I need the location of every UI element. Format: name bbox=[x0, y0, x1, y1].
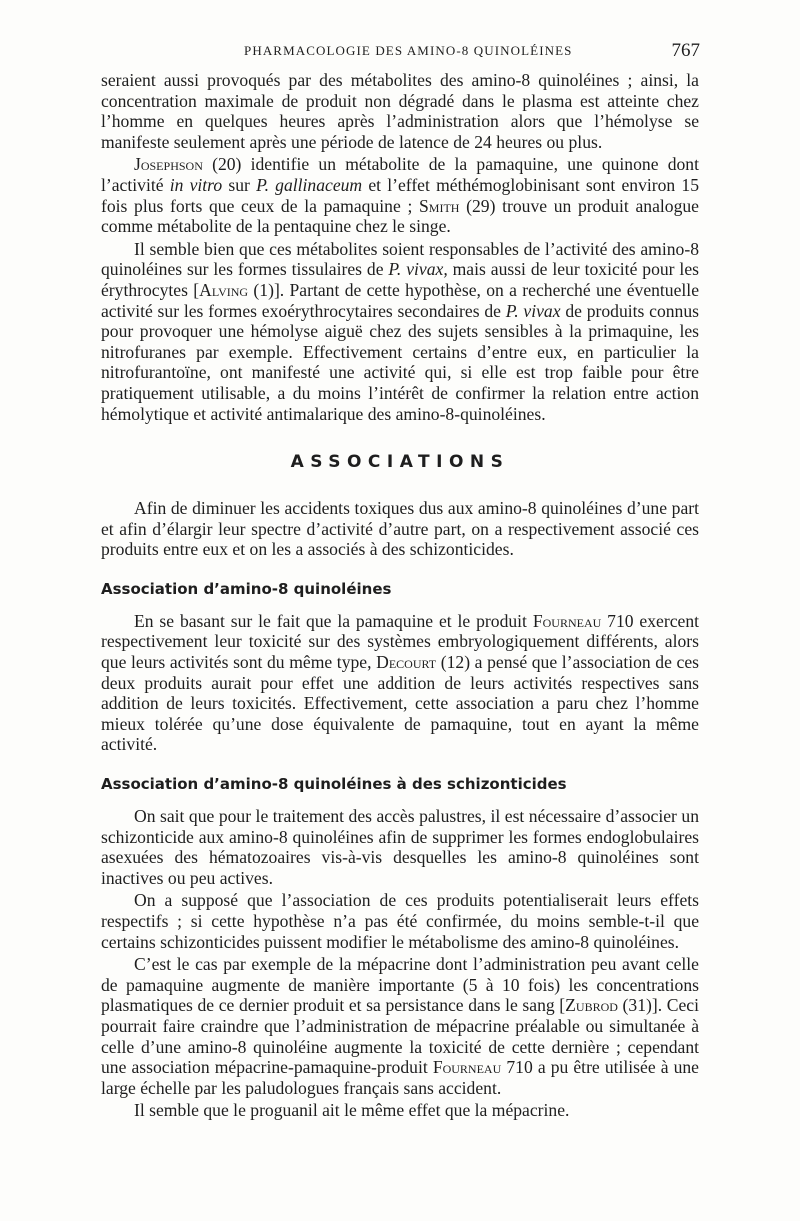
paragraph-metabolites-responsible bbox=[101, 239, 699, 424]
text-run: (20) identifie un métabolite de la pamaquine, une quinone dont l’activité bbox=[101, 154, 699, 195]
article-body bbox=[101, 70, 699, 1123]
author-citation: Fourneau bbox=[432, 1057, 502, 1078]
text-run: Il semble bien que ces métabolites soient responsables de l’activité des amino-8 quinoléines sur les formes tissulaires de bbox=[101, 238, 699, 280]
italic-species: P. vivax bbox=[505, 300, 561, 321]
text-run: mais aussi de leur toxicité pour les érythrocytes [ bbox=[101, 259, 699, 300]
paragraph-associations-intro: Afin de diminuer les accidents toxiques dus aux amino-8 quinoléines d’une part et afin d’élargir leur spectre d’activité d’autre part, on a respectivement associé ces produits entre eux et on les a associés à des schizonticides. bbox=[101, 498, 699, 560]
text-run: C’est le cas par exemple de la mépacrine dont l’administration peu avant celle de pamaquine augmente de manière importante (5 à 10 fois) les concentrations plasmatiques de ce dernier produit et sa persistance dans le sang [ bbox=[101, 954, 699, 1016]
paragraph-schizonticide-treatment: On sait que pour le traitement des accès palustres, il est nécessaire d’associer un schizonticide aux amino-8 quinoléines afin de supprimer les formes endoglobulaires asexuées des hématozoaires vis-à-vis desquelles les amino-8 quinoléines sont inactives ou peu actives. bbox=[101, 806, 699, 888]
author-citation: Zubrod bbox=[565, 995, 618, 1016]
running-header bbox=[0, 40, 800, 64]
italic-species: P. vivax, bbox=[388, 259, 448, 280]
text-run: sur bbox=[222, 174, 257, 195]
author-citation: Josephson bbox=[134, 154, 203, 175]
paragraph-fourneau-710 bbox=[101, 611, 699, 755]
text-run: (12) a pensé que l’association de ces deux produits aurait pour effet une addition de leurs activités respectives sans addition de leurs toxicités. Effectivement, cette association a paru chez l’homme mieux tolérée qu’une dose équivalente de pamaquine, tout en ayant la même activité. bbox=[101, 652, 699, 755]
paragraph-proguanil: Il semble que le proguanil ait le même effet que la mépacrine. bbox=[134, 1100, 570, 1121]
text-run: (31)]. Ceci pourrait faire craindre que l’administration de mépacrine préalable ou simultanée à celle d’une amino-8 quinoléine augmente la toxicité de cette dernière ; cependant une association mépacrine-pamaquine-produit bbox=[101, 995, 699, 1078]
running-title: PHARMACOLOGIE DES AMINO-8 QUINOLÉINES bbox=[244, 43, 573, 58]
text-run: En se basant sur le fait que la pamaquine et le produit bbox=[134, 610, 533, 631]
author-citation: Smith bbox=[419, 195, 460, 216]
text-run: 710 exercent respectivement leur toxicité sur des systèmes embryologiquement différents, alors que leurs activités sont du même type, bbox=[101, 610, 700, 673]
paragraph-metabolites-continued: seraient aussi provoqués par des métabolites des amino-8 quinoléines ; ainsi, la concentration maximale de produit non dégradé dans le plasma est atteinte chez l’homme en quelques heures après l’administration alors que l’hémolyse se manifeste seulement après une période de latence de 24 heures ou plus. bbox=[101, 70, 699, 152]
author-citation: Decourt bbox=[376, 652, 437, 673]
author-citation: Fourneau bbox=[532, 610, 602, 631]
text-run: (29) trouve un produit analogue comme métabolite de la pentaquine chez le singe. bbox=[101, 195, 699, 237]
paragraph-josephson bbox=[101, 154, 699, 236]
subheading-association-schizonticides: Association d’amino-8 quinoléines à des schizonticides bbox=[101, 775, 567, 794]
text-run: 710 a pu être utilisée à une large échelle par les paludologues français sans accident. bbox=[101, 1057, 699, 1098]
text-run: et l’effet méthémoglobinisant sont environ 15 fois plus forts que ceux de la pamaquine ; bbox=[101, 174, 699, 216]
text-run: (1)]. Partant de cette hypothèse, on a recherché une éventuelle activité sur les formes exoérythrocytaires secondaires de bbox=[101, 279, 699, 321]
subheading-association-quinolines: Association d’amino-8 quinoléines bbox=[101, 579, 392, 598]
section-title: ASSOCIATIONS bbox=[290, 452, 510, 473]
italic-term: in vitro bbox=[169, 174, 223, 195]
paragraph-potentiation: On a supposé que l’association de ces produits potentialiserait leurs effets respectifs ; si cette hypothèse n’a pas été confirmée, du moins semble-t-il que certains schizonticides puissent modifier le métabolisme des amino-8 quinoléines. bbox=[101, 890, 699, 952]
italic-species: P. gallinaceum bbox=[256, 174, 363, 195]
author-citation: Alving bbox=[199, 279, 249, 300]
text-run: de produits connus pour provoquer une hémolyse aiguë chez des sujets sensibles à la primaquine, les nitrofuranes par exemple. Effectivement certains d’entre eux, en particulier la nitrofurantoïne, ont manifesté une activité qui, si elle est trop faible pour être pratiquement utilisable, a du moins l’intérêt de confirmer la relation entre action hémolytique et activité antimalarique des amino-8-quinoléines. bbox=[101, 300, 699, 424]
paragraph-mepacrine bbox=[101, 954, 699, 1098]
page-number: 767 bbox=[671, 40, 700, 61]
